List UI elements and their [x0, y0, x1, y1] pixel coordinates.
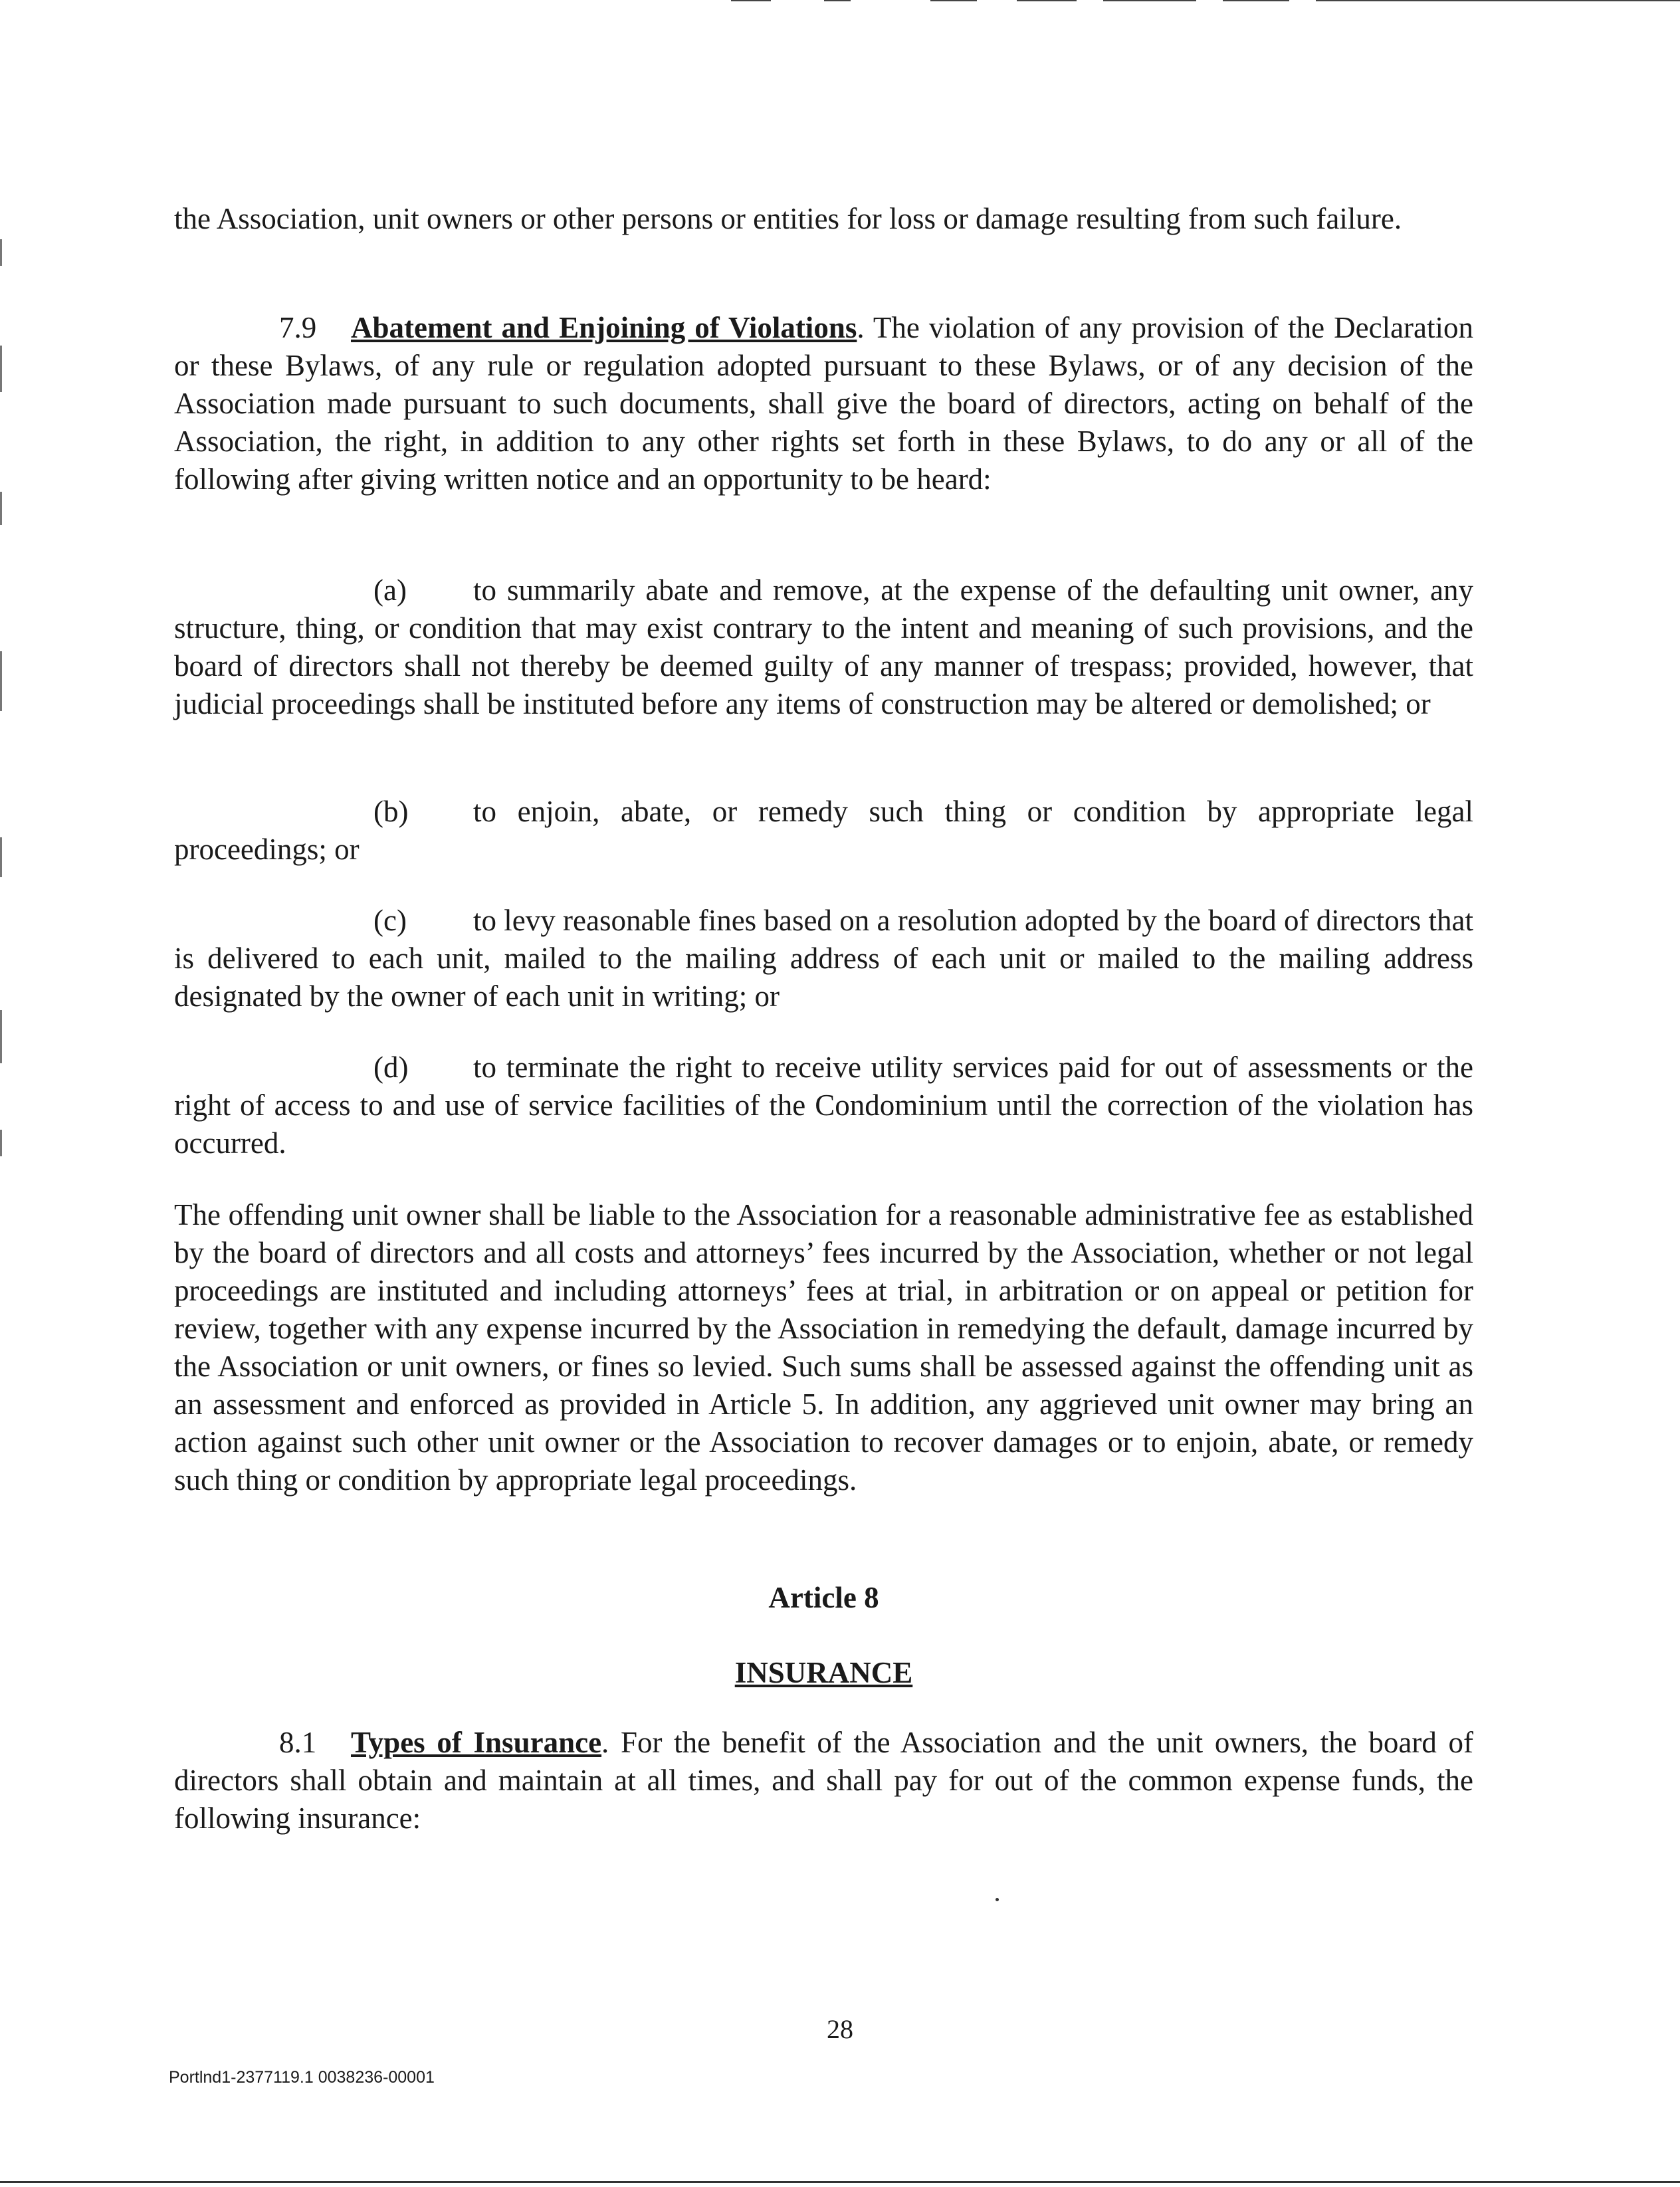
scan-edge-left — [0, 239, 4, 1170]
item-label: (b) — [373, 795, 409, 828]
page-number: 28 — [827, 2014, 853, 2044]
item-label: (a) — [373, 573, 407, 607]
item-label: (c) — [373, 904, 407, 937]
continuation-paragraph — [174, 200, 1473, 238]
item-text: to terminate the right to receive utility services paid for out of assessments or the right of access to and use of service facilities of the Condominium until the correction of the violation has occurred. — [174, 1051, 1473, 1160]
section-number: 8.1 — [279, 1726, 317, 1759]
offending-owner-paragraph — [174, 1196, 1473, 1499]
section-text: . For the benefit of the Association and the unit owners, the board of directors shall obtain and maintain at all times, and shall pay for out of the common expense funds, the following insurance: — [174, 1726, 1473, 1835]
article-subtitle-text: INSURANCE — [734, 1656, 913, 1689]
item-label: (d) — [373, 1051, 409, 1084]
list-item-d — [174, 1049, 1473, 1162]
document-id: Portlnd1-2377119.1 0038236-00001 — [169, 2068, 435, 2087]
scan-speck — [996, 1898, 999, 1901]
section-text: . The violation of any provision of the Declaration or these Bylaws, of any rule or regulation adopted pursuant to these Bylaws, or of any decision of the Association made pursuant to such documents, shall give the board of directors, acting on behalf of the Association, the right, in addition to any other rights set forth in these Bylaws, to do any or all of the following after giving written notice and an opportunity to be heard: — [174, 311, 1474, 496]
section-7-9 — [174, 309, 1473, 498]
offending-owner-text: The offending unit owner shall be liable to the Association for a reasonable administrative fee as established by the board of directors and all costs and attorneys’ fees incurred by the Association, whether or not legal proceedings are instituted and including attorneys’ fees at trial, in arbitration or on appeal or petition for review, together with any expense incurred by the Association in remedying the default, damage incurred by the Association or unit owners, or fines so levied. Such sums shall be assessed against the offending unit as an assessment and enforced as provided in Article 5. In addition, any aggrieved unit owner may bring an action against such other unit owner or the Association to recover damages or to enjoin, abate, or remedy such thing or condition by appropriate legal proceedings. — [174, 1198, 1473, 1497]
scan-edge-bottom — [0, 2181, 1680, 2183]
article-subtitle — [174, 1654, 1473, 1692]
continuation-text: the Association, unit owners or other persons or entities for loss or damage resulting from such failure. — [174, 202, 1402, 235]
list-item-a — [174, 572, 1473, 723]
section-heading: Types of Insurance — [351, 1726, 602, 1759]
item-text: to levy reasonable fines based on a resolution adopted by the board of directors that is delivered to each unit, mailed to the mailing address of each unit or mailed to the mailing address designated by the owner of each unit in writing; or — [174, 904, 1473, 1013]
section-8-1 — [174, 1724, 1473, 1837]
item-text: to enjoin, abate, or remedy such thing or condition by appropriate legal proceedings; or — [174, 795, 1473, 866]
item-text: to summarily abate and remove, at the expense of the defaulting unit owner, any structure, thing, or condition that may exist contrary to the intent and meaning of such provisions, and the board of directors shall not thereby be deemed guilty of any manner of trespass; provided, however, that judicial proceedings shall be instituted before any items of construction may be altered or demolished; or — [174, 573, 1473, 720]
list-item-b — [174, 793, 1473, 869]
scan-edge-top — [718, 0, 1680, 3]
section-number: 7.9 — [279, 311, 317, 344]
section-heading: Abatement and Enjoining of Violations — [351, 311, 857, 344]
list-item-c — [174, 902, 1473, 1015]
article-title: Article 8 — [768, 1581, 879, 1614]
